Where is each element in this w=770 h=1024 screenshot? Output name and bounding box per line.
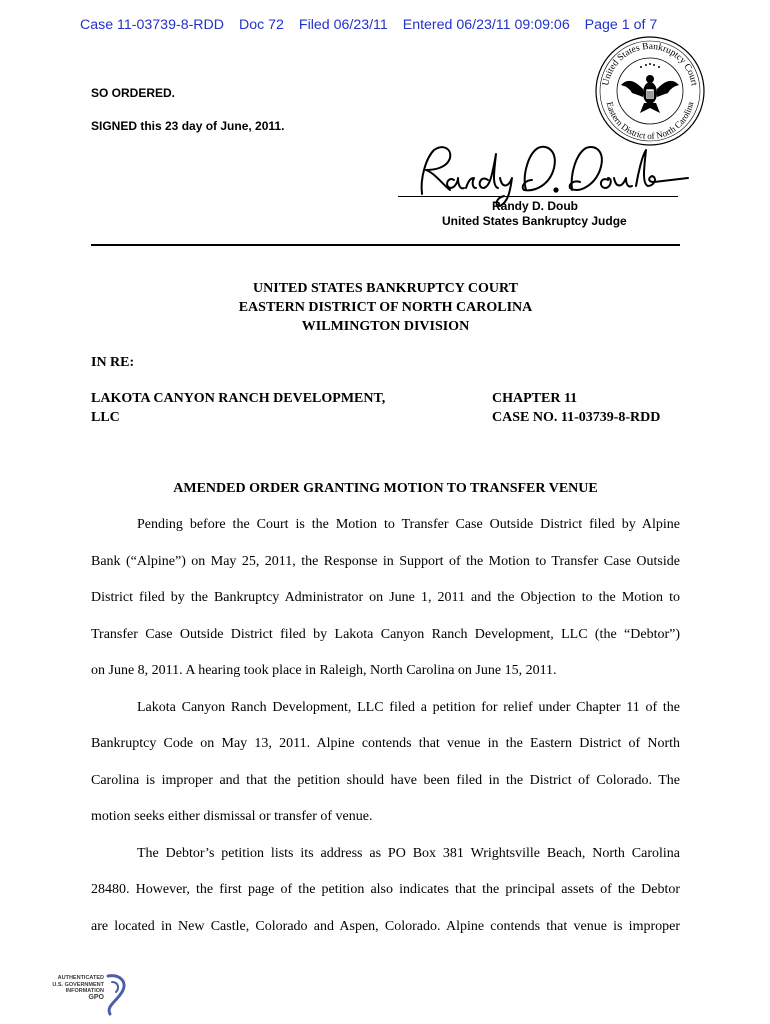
- header-case-number: Case 11-03739-8-RDD: [80, 17, 225, 33]
- judge-name: Randy D. Doub: [492, 199, 578, 213]
- in-re-label: IN RE:: [91, 355, 135, 370]
- header-filed-date: Filed 06/23/11: [298, 17, 388, 33]
- body-line: The Debtor’s petition lists its address as PO Box 381 Wrightsville Beach, North Carolina: [137, 845, 680, 861]
- seal-top-text: United States Bankruptcy Court: [601, 41, 699, 87]
- signed-date: SIGNED this 23 day of June, 2011.: [91, 119, 285, 133]
- seal-bottom-text: Eastern District of North Carolina: [604, 100, 696, 142]
- body-line: Carolina is improper and that the petition should have been filed in the District of Colorado. The: [91, 772, 680, 788]
- header-doc-number: Doc 72: [239, 17, 284, 33]
- body-line: motion seeks either dismissal or transfer of venue.: [91, 809, 373, 824]
- gpo-line2: U.S. GOVERNMENT: [52, 981, 104, 988]
- signature-line: [398, 196, 678, 197]
- gpo-line1: AUTHENTICATED: [57, 975, 104, 981]
- debtor-name-line2: LLC: [91, 410, 120, 425]
- order-title: AMENDED ORDER GRANTING MOTION TO TRANSFER VENUE: [173, 481, 598, 496]
- case-number: CASE NO. 11-03739-8-RDD: [492, 410, 661, 425]
- body-line: Lakota Canyon Ranch Development, LLC filed a petition for relief under Chapter 11 of the: [137, 699, 680, 715]
- gpo-line3: INFORMATION: [65, 988, 104, 994]
- body-line: District filed by the Bankruptcy Administrator on June 1, 2011 and the Objection to the Motion to: [91, 590, 680, 605]
- body-line: Bankruptcy Code on May 13, 2011. Alpine contends that venue in the Eastern District of North: [91, 736, 680, 751]
- filing-header: [80, 17, 700, 33]
- header-entered-date: Entered 06/23/11 09:09:06: [402, 17, 570, 33]
- order-body: [91, 507, 680, 945]
- gpo-line4: GPO: [88, 993, 104, 1001]
- chapter-label: CHAPTER 11: [492, 391, 578, 406]
- court-district: EASTERN DISTRICT OF NORTH CAROLINA: [238, 300, 533, 315]
- body-line: Pending before the Court is the Motion to Transfer Case Outside District filed by Alpine: [137, 517, 680, 532]
- court-name: UNITED STATES BANKRUPTCY COURT: [253, 281, 518, 296]
- gpo-eagle-icon: [102, 972, 130, 1016]
- body-line: Transfer Case Outside District filed by Lakota Canyon Ranch Development, LLC (the “Debtor”): [91, 626, 680, 642]
- court-division: WILMINGTON DIVISION: [301, 319, 470, 334]
- body-line: Bank (“Alpine”) on May 25, 2011, the Response in Support of the Motion to Transfer Case Outside: [91, 553, 680, 569]
- header-page-count: Page 1 of 7: [584, 17, 658, 33]
- so-ordered: SO ORDERED.: [91, 86, 176, 100]
- body-line: 28480. However, the first page of the petition also indicates that the principal assets of the Debtor: [91, 882, 680, 897]
- judge-title: United States Bankruptcy Judge: [442, 214, 627, 228]
- horizontal-rule: [91, 244, 680, 246]
- body-line: on June 8, 2011. A hearing took place in Raleigh, North Carolina on June 15, 2011.: [91, 663, 557, 678]
- body-line: are located in New Castle, Colorado and Aspen, Colorado. Alpine contends that venue is improper: [91, 918, 680, 934]
- debtor-name-line1: LAKOTA CANYON RANCH DEVELOPMENT,: [91, 391, 386, 406]
- court-seal-icon: [594, 35, 706, 147]
